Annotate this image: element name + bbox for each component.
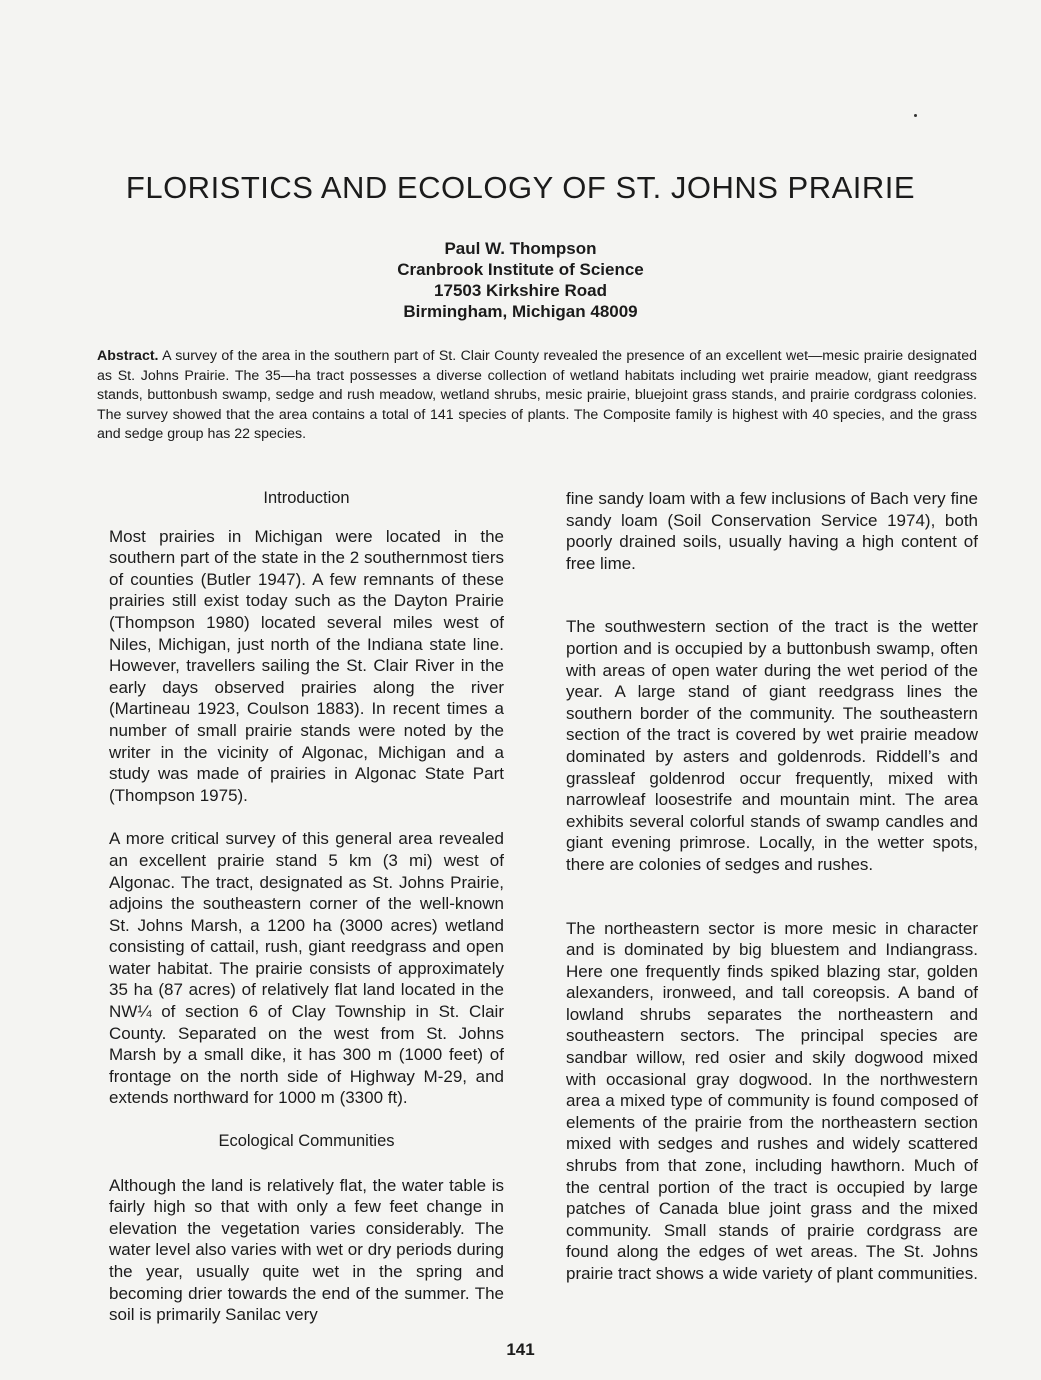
intro-paragraph-2: A more critical survey of this general area revealed an excellent prairie stand 5 km (3 mi) west of Algonac. The tract, designated as St. Johns Prairie, adjoins the southeastern corner of the well-known St. Johns Marsh, a 1200 ha (3000 acres) wetland consisting of cattail, rush, giant reedgrass and open water habitat. The prairie consists of approximately 35 ha (87 acres) of relatively flat land located in the NW¼ of section 6 of Clay Township in St. Clair County. Separated on the west from St. Johns Marsh by a small dike, it has 300 m (1000 feet) of frontage on the north side of Highway M-29, and extends northward for 1000 m (3300 ft). [109, 829, 504, 1108]
northeastern-paragraph: The northeastern sector is more mesic in character and is dominated by big bluestem and Indiangrass. Here one frequently finds spiked blazing star, golden alexanders, ironweed, and tall coreopsis. A band of lowland shrubs separates the northeastern and southeastern sectors. The principal species are sandbar willow, red osier and skily dogwood mixed with occasional gray dogwood. In the northwestern area a mixed type of community is found composed of elements of the prairie from the northeastern section mixed with sedges and rushes and widely scattered shrubs from that zone, including hawthorn. Much of the central portion of the tract is occupied by large patches of Canada blue joint grass and the mixed community. Small stands of prairie cordgrass are found along the edges of wet areas. The St. Johns prairie tract shows a wide variety of plant communities. [566, 918, 978, 1283]
author-city: Birmingham, Michigan 48009 [403, 302, 638, 321]
author-institution: Cranbrook Institute of Science [397, 260, 644, 279]
introduction-heading: Introduction [263, 489, 350, 507]
soil-paragraph: fine sandy loam with a few inclusions of Bach very fine sandy loam (Soil Conservation Service 1974), both poorly drained soils, usually having a high content of free lime. [566, 489, 978, 573]
author-street: 17503 Kirkshire Road [434, 281, 607, 300]
author-block [0, 238, 1041, 322]
southwestern-paragraph: The southwestern section of the tract is the wetter portion and is occupied by a buttonbush swamp, often with areas of open water during the wet period of the year. A large stand of giant reedgrass lines the southern border of the community. The southeastern section of the tract is covered by wet prairie meadow dominated by asters and goldenrods. Riddell’s and grassleaf goldenrod occur frequently, mixed with narrowleaf loosestrife and mountain mint. The area exhibits several colorful stands of swamp candles and giant evening primrose. Locally, in the wetter spots, there are colonies of sedges and rushes. [566, 617, 978, 874]
ecology-paragraph-1: Although the land is relatively flat, the water table is fairly high so that with only a few feet change in elevation the vegetation varies considerably. The water level also varies with wet or dry periods during the year, usually quite wet in the spring and becoming drier towards the end of the summer. The soil is primarily Sanilac very [109, 1175, 504, 1325]
paper-title: FLORISTICS AND ECOLOGY OF ST. JOHNS PRAIRIE [125, 170, 916, 205]
page-number: 141 [506, 1340, 535, 1359]
abstract [97, 347, 977, 445]
abstract-label: Abstract. [97, 348, 159, 364]
right-column [566, 488, 978, 1285]
ecological-communities-heading: Ecological Communities [218, 1132, 395, 1151]
intro-paragraph-1: Most prairies in Michigan were located in the southern part of the state in the 2 southernmost tiers of counties (Butler 1947). A few remnants of these prairies still exist today such as the Dayton Prairie (Thompson 1980) located several miles west of Niles, Michigan, just north of the Indiana state line. However, travellers sailing the St. Clair River in the early days observed prairies along the river (Martineau 1923, Coulson 1883). In recent times a number of small prairie stands were noted by the writer in the vicinity of Algonac, Michigan and a study was made of prairies in Algonac State Part (Thompson 1975). [109, 526, 504, 805]
left-column [109, 488, 504, 1326]
author-name: Paul W. Thompson [444, 239, 597, 258]
stray-mark [914, 114, 917, 117]
abstract-text: A survey of the area in the southern part of St. Clair County revealed the presence of an excellent wet—mesic prairie designated as St. Johns Prairie. The 35—ha tract possesses a diverse collection of wetland habitats including wet prairie meadow, giant reedgrass stands, buttonbush swamp, sedge and rush meadow, wetland shrubs, mesic prairie, bluejoint grass stands, and prairie cordgrass colonies. The survey showed that the area contains a total of 141 species of plants. The Composite family is highest with 40 species, and the grass and sedge group has 22 species. [97, 348, 977, 442]
